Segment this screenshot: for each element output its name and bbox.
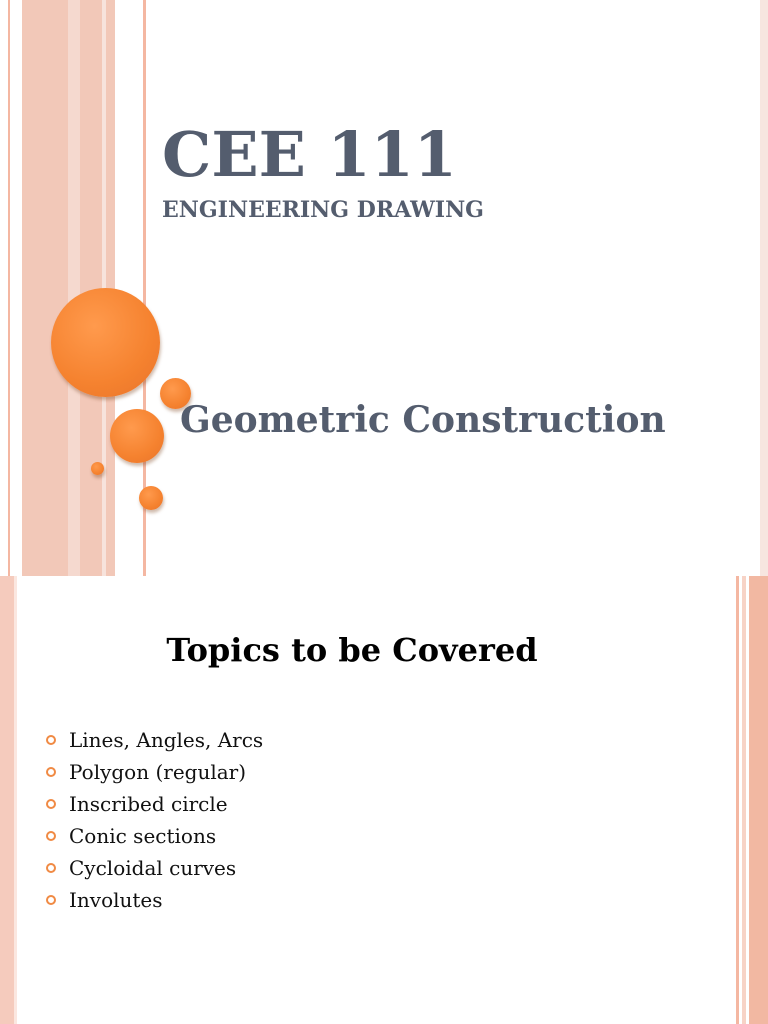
decorative-circle-large xyxy=(51,288,160,397)
list-item xyxy=(46,854,263,886)
decorative-stripe xyxy=(8,0,10,576)
topic-label: Inscribed circle xyxy=(69,792,228,816)
decorative-stripe xyxy=(742,576,746,1024)
section-title: Geometric Construction xyxy=(180,399,666,441)
bullet-circle-icon xyxy=(46,799,56,809)
bullet-circle-icon xyxy=(46,767,56,777)
bullet-circle-icon xyxy=(46,831,56,841)
course-name-subtitle: ENGINEERING DRAWING xyxy=(162,197,484,223)
course-code-title: CEE 111 xyxy=(162,118,457,191)
topics-slide xyxy=(0,576,768,1024)
list-item xyxy=(46,790,263,822)
decorative-circle-small xyxy=(139,486,163,510)
topics-heading: Topics to be Covered xyxy=(166,631,538,669)
decorative-circle-tiny xyxy=(91,462,104,475)
decorative-circle-medium xyxy=(110,409,164,463)
topic-label: Cycloidal curves xyxy=(69,856,237,880)
topics-list xyxy=(46,726,263,918)
list-item xyxy=(46,886,263,918)
list-item xyxy=(46,726,263,758)
topic-label: Lines, Angles, Arcs xyxy=(69,728,264,752)
topic-label: Involutes xyxy=(69,888,163,912)
topic-label: Polygon (regular) xyxy=(69,760,247,784)
bullet-circle-icon xyxy=(46,863,56,873)
list-item xyxy=(46,822,263,854)
decorative-stripe xyxy=(736,576,739,1024)
decorative-stripe xyxy=(68,0,80,576)
bullet-circle-icon xyxy=(46,895,56,905)
decorative-stripe xyxy=(22,0,68,576)
decorative-stripe xyxy=(749,576,768,1024)
topic-label: Conic sections xyxy=(69,824,217,848)
bullet-circle-icon xyxy=(46,735,56,745)
list-item xyxy=(46,758,263,790)
decorative-stripe xyxy=(760,0,768,576)
